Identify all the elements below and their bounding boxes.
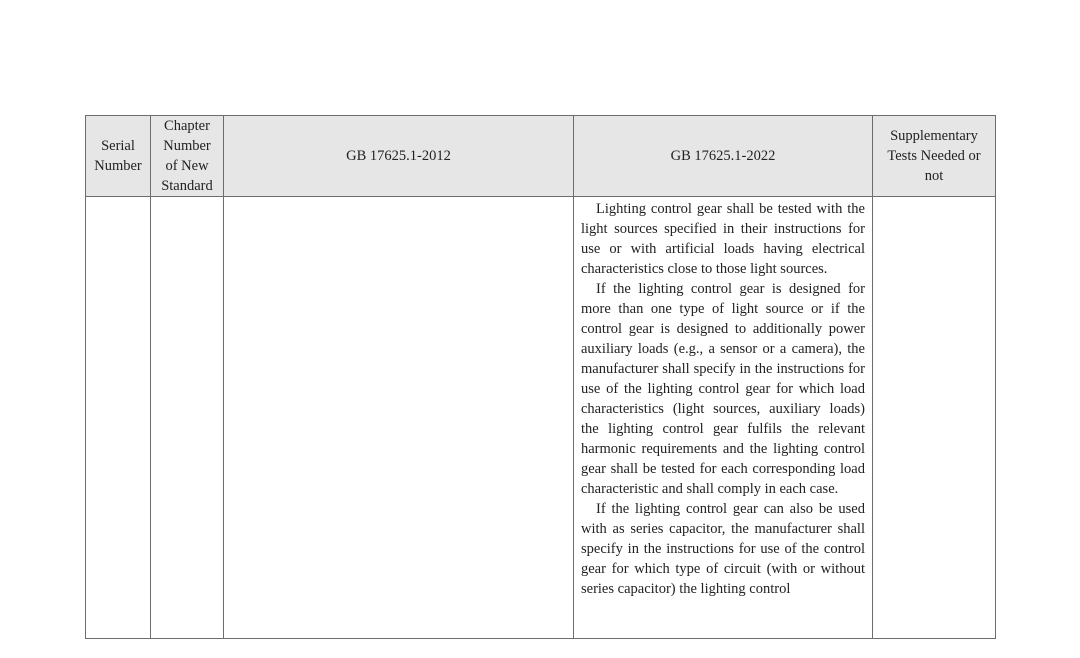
header-row xyxy=(86,116,996,197)
standards-comparison-table xyxy=(85,115,996,639)
cell-new-standard xyxy=(574,197,873,639)
header-serial-number: Serial Number xyxy=(86,116,151,197)
new-standard-paragraph: Lighting control gear shall be tested with the light sources specified in their instructions for use or with artificial loads having electrical characteristics close to those light sources. xyxy=(581,201,865,277)
header-chapter-number: Chapter Number of New Standard xyxy=(151,116,224,197)
cell-old-standard xyxy=(224,197,574,639)
header-supplementary-tests: Supplementary Tests Needed or not xyxy=(873,116,996,197)
table-row xyxy=(86,197,996,639)
cell-serial-number xyxy=(86,197,151,639)
cell-supplementary-tests xyxy=(873,197,996,639)
header-old-standard: GB 17625.1-2012 xyxy=(224,116,574,197)
cell-chapter-number xyxy=(151,197,224,639)
new-standard-paragraph: If the lighting control gear is designed for more than one type of light source or if the control gear is designed to additionally power auxiliary loads (e.g., a sensor or a camera), the manufacturer shall specify in the instructions for use of the lighting control gear for which load characteristics (light sources, auxiliary loads) the lighting control gear fulfils the relevant harmonic requirements and the lighting control gear shall be tested for each corresponding load characteristic and shall comply in each case. xyxy=(581,281,865,497)
header-new-standard: GB 17625.1-2022 xyxy=(574,116,873,197)
new-standard-paragraph: If the lighting control gear can also be used with as series capacitor, the manufacturer shall specify in the instructions for use of the control gear for which type of circuit (with or without series capacitor) the lighting control xyxy=(581,501,865,597)
